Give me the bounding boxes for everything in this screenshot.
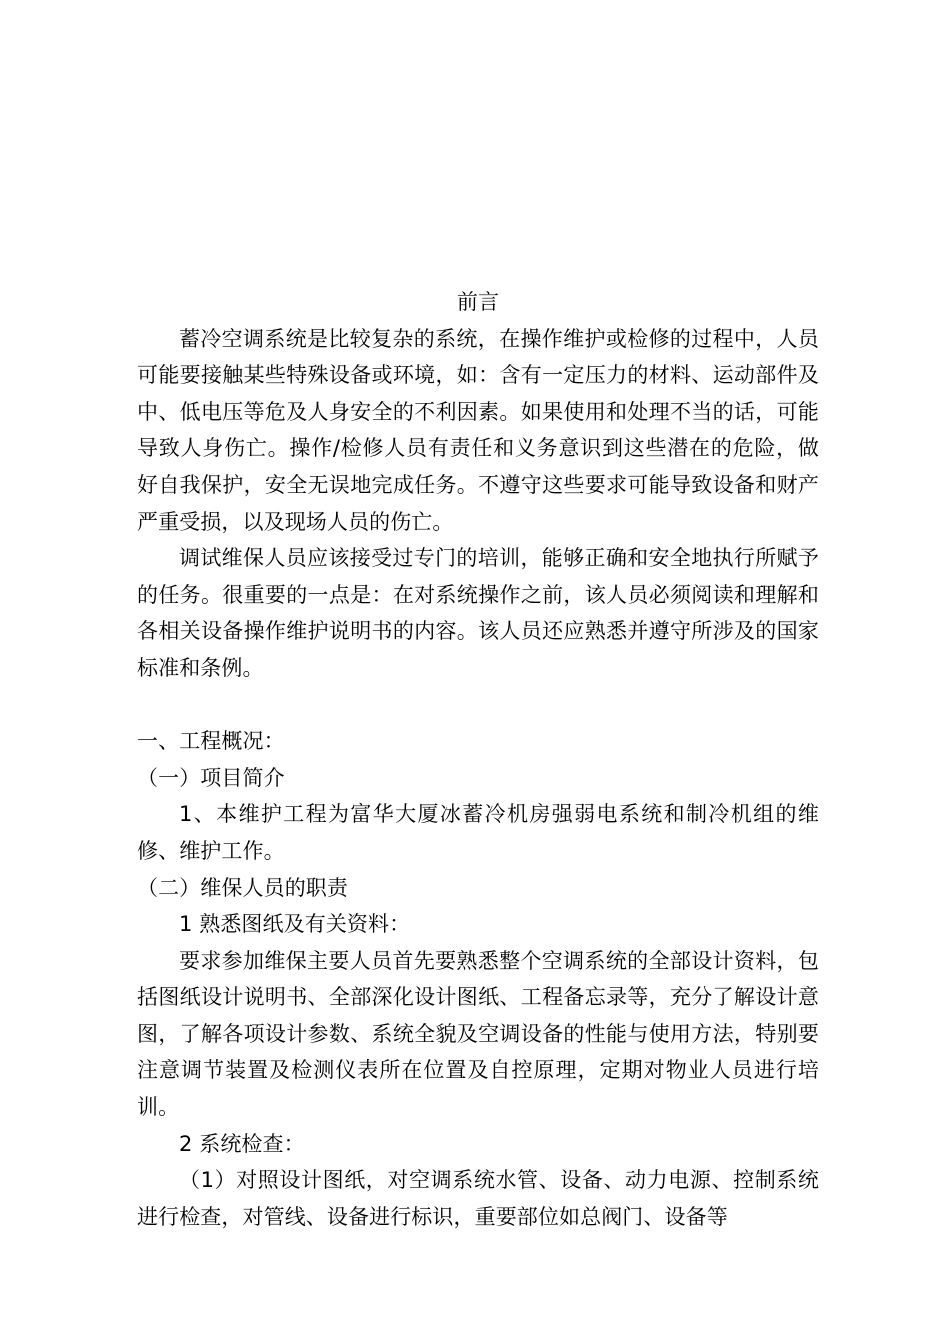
duty-item-2-text: （1）对照设计图纸，对空调系统水管、设备、动力电源、控制系统进行检查，对管线、设备进行标识，重要部位如总阀门、设备等 [137, 1168, 819, 1229]
preface-title: 前言 [456, 290, 500, 314]
subsection-heading-duties: （二）维保人员的职责 [137, 875, 348, 900]
preface-paragraph-1: 蓄冷空调系统是比较复杂的系统，在操作维护或检修的过程中，人员可能要接触某些特殊设备或环境，如：含有一定压力的材料、运动部件及中、低电压等危及人身安全的不利因素。如果使用和处理不当的话，可能导致人身伤亡。操作/检修人员有责任和义务意识到这些潜在的危险，做好自我保护，安全无误地完成任务。不遵守这些要求可能导致设备和财产严重受损，以及现场人员的伤亡。 [137, 326, 819, 534]
document-body [137, 284, 819, 1235]
section-heading-overview: 一、工程概况： [137, 729, 285, 754]
duty-item-1-heading: 1 熟悉图纸及有关资料： [179, 912, 411, 937]
duty-item-1-text: 要求参加维保主要人员首先要熟悉整个空调系统的全部设计资料，包括图纸设计说明书、全部深化设计图纸、工程备忘录等，充分了解设计意图，了解各项设计参数、系统全貌及空调设备的性能与使用方法，特别要注意调节装置及检测仪表所在位置及自控原理，定期对物业人员进行培训。 [137, 948, 819, 1120]
duty-item-2-heading: 2 系统检查： [179, 1131, 305, 1156]
project-intro-item-1: 1、本维护工程为富华大厦冰蓄冷机房强弱电系统和制冷机组的维修、维护工作。 [137, 802, 819, 863]
preface-paragraph-2: 调试维保人员应该接受过专门的培训，能够正确和安全地执行所赋予的任务。很重要的一点是：在对系统操作之前，该人员必须阅读和理解和各相关设备操作维护说明书的内容。该人员还应熟悉并遵守所涉及的国家标准和条例。 [137, 546, 819, 680]
blank-line [137, 687, 819, 724]
subsection-heading-project-intro: （一）项目简介 [137, 765, 285, 790]
